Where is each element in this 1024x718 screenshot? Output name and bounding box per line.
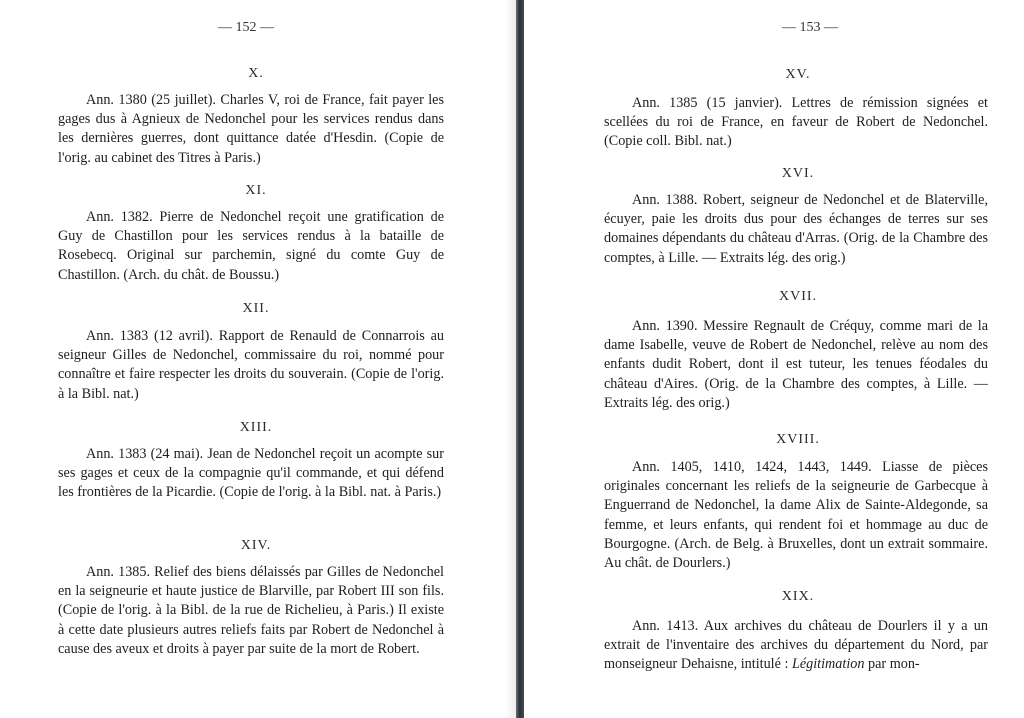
entry-text-italic-title: Légitimation xyxy=(791,656,865,673)
section-heading-xiv: XIV. xyxy=(240,538,272,553)
entry-paragraph-xvi: Ann. 1388. Robert, seigneur de Nedonchel et de Blaterville, écuyer, paie les droits dus pour des échanges de terres sur ses domaines dépendants du château d'Arras. (Orig. de la Chambre des comptes, à Lille. — Extraits lég. des orig.) xyxy=(604,192,988,266)
section-heading-xviii: XVIII. xyxy=(776,432,820,447)
entry-paragraph-xvii: Ann. 1390. Messire Regnault de Créquy, comme mari de la dame Isabelle, veuve de Robert de Nedonchel, relève au nom des enfants dudit Robert, dont il est tuteur, les tenues féodales du château d'Aires. (Orig. de la Chambre des comptes, à Lille. — Extraits lég. des orig.) xyxy=(604,318,988,411)
page-number: — 153 — xyxy=(782,20,838,35)
entry-text-end: par mon- xyxy=(864,656,920,673)
entry-paragraph-xv: Ann. 1385 (15 janvier). Lettres de rémission signées et scellées du roi de France, en faveur de Robert de Nedonchel. (Copie coll. Bibl. nat.) xyxy=(604,95,988,150)
section-heading-xv: XV. xyxy=(785,67,811,82)
right-page xyxy=(526,0,1024,718)
book-gutter xyxy=(516,0,524,718)
entry-paragraph-x: Ann. 1380 (25 juillet). Charles V, roi de France, fait payer les gages dus à Agnieux de Nedonchel pour les services rendus dans les dernières guerres, dont quittance datée d'Hesdin. (Copie de l'orig. au cabinet des Titres à Paris.) xyxy=(58,92,444,166)
entry-paragraph-xii: Ann. 1383 (12 avril). Rapport de Renauld de Connarrois au seigneur Gilles de Nedonchel, commissaire du roi, nommé pour connaître et faire respecter les droits du souverain. (Copie de l'orig. à la Bibl. nat.) xyxy=(58,328,444,402)
section-heading-xvii: XVII. xyxy=(778,289,818,304)
entry-text-start: Ann. 1413. Aux archives du château de Dourlers il y a un extrait de l'inventaire des archives du département du Nord, par monseigneur Dehaisne, intitulé : xyxy=(604,618,988,673)
section-heading-xiii: XIII. xyxy=(239,420,273,435)
entry-paragraph-xi: Ann. 1382. Pierre de Nedonchel reçoit une gratification de Guy de Chastillon pour les services rendus à la bataille de Rosebecq. Original sur parchemin, signé du comte Guy de Chastillon. (Arch. du chât. de Boussu.) xyxy=(58,209,444,283)
section-heading-xii: XII. xyxy=(242,301,270,316)
section-heading-xvi: XVI. xyxy=(781,166,815,181)
section-heading-xi: XI. xyxy=(245,183,267,198)
section-heading-x: X. xyxy=(248,66,264,81)
entry-paragraph-xiii: Ann. 1383 (24 mai). Jean de Nedonchel reçoit un acompte sur ses gages et ceux de la compagnie qu'il commande, et qui défend les frontières de la Picardie. (Copie de l'orig. à la Bibl. nat. à Paris.) xyxy=(58,446,444,501)
page-number: — 152 — xyxy=(218,20,274,35)
section-heading-xix: XIX. xyxy=(781,589,815,604)
entry-paragraph-xiv: Ann. 1385. Relief des biens délaissés par Gilles de Nedonchel en la seigneurie et haute justice de Blarville, par Robert III son fils. (Copie de l'orig. à la Bibl. de la rue de Richelieu, à Paris.) Il existe à cette date plusieurs autres reliefs faits par Robert de Nedonchel à cause des aveux et droits à payer par suite de la mort de Robert. xyxy=(58,564,444,657)
entry-paragraph-xix xyxy=(604,617,988,675)
entry-paragraph-xviii: Ann. 1405, 1410, 1424, 1443, 1449. Liasse de pièces originales concernant les reliefs de la seigneurie de Garbecque à Enguerrand de Nedonchel, la dame Alix de Sainte-Aldegonde, sa femme, et leurs enfants, qui rendent foi et hommage au duc de Bourgogne. (Arch. de Belg. à Bruxelles, dont un extrait sommaire. Au chât. de Dourlers.) xyxy=(604,459,988,572)
